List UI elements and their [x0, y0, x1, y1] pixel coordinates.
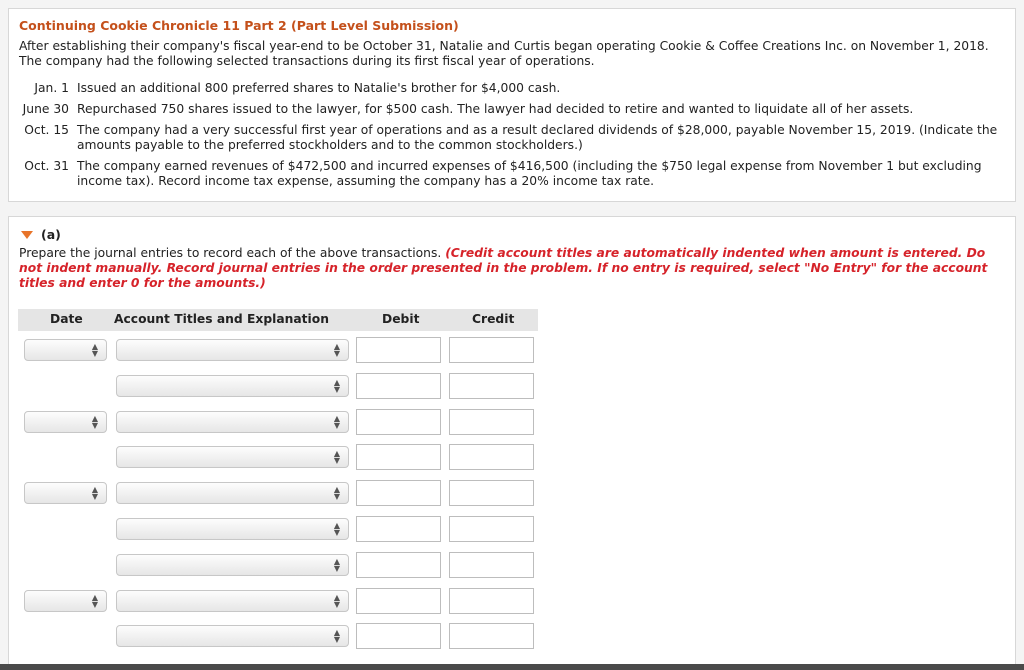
transaction-row [19, 159, 1005, 189]
date-select[interactable] [24, 482, 107, 504]
transaction-list [19, 81, 1005, 189]
journal-row [0, 337, 1024, 365]
up-down-arrows-icon: ▲ ▼ [333, 449, 340, 466]
debit-input[interactable] [356, 588, 441, 614]
transaction-row [19, 102, 1005, 117]
journal-row [0, 623, 1024, 651]
up-down-arrows-icon: ▲ ▼ [333, 342, 340, 358]
credit-input[interactable] [449, 444, 534, 470]
account-select[interactable] [116, 590, 349, 612]
up-down-arrows-icon: ▲ ▼ [333, 377, 340, 394]
account-select[interactable] [116, 339, 349, 361]
date-select[interactable] [24, 411, 107, 433]
debit-input[interactable] [356, 409, 441, 435]
column-account: Account Titles and Explanation [114, 312, 329, 326]
account-select[interactable] [116, 518, 349, 540]
journal-row [0, 373, 1024, 401]
credit-input[interactable] [449, 373, 534, 399]
part-a-label: (a) [41, 227, 61, 242]
credit-input[interactable] [449, 337, 534, 363]
instruction-text: Prepare the journal entries to record each of the above transactions. [19, 246, 442, 260]
transaction-date: June 30 [22, 102, 69, 116]
journal-row [0, 516, 1024, 544]
problem-intro: After establishing their company's fiscal year-end to be October 31, Natalie and Curtis began operating Cookie & Coffee Creations Inc. on November 1, 2018. The company had the following selected transactions during its first fiscal year of operations. [19, 39, 989, 68]
journal-row [0, 552, 1024, 580]
account-select[interactable] [116, 446, 349, 468]
up-down-arrows-icon: ▲ ▼ [91, 342, 98, 358]
debit-input[interactable] [356, 337, 441, 363]
journal-row [0, 480, 1024, 508]
part-a-instructions [19, 246, 1005, 291]
credit-input[interactable] [449, 588, 534, 614]
transaction-text: The company earned revenues of $472,500 and incurred expenses of $416,500 (including the $750 legal expense from November 1 but excluding income tax). Record income tax expense, assuming the company has a 20% income tax rate. [77, 159, 982, 188]
account-select[interactable] [116, 482, 349, 504]
date-select[interactable] [24, 590, 107, 612]
up-down-arrows-icon: ▲ ▼ [91, 413, 98, 430]
instruction-note: (Credit account titles are automatically indented when amount is entered. Do not indent manually. Record journal entries in the order presented in the problem. If no entry is required, select "No Entry" for the account titles and enter 0 for the amounts.) [19, 246, 988, 290]
account-select[interactable] [116, 411, 349, 433]
debit-input[interactable] [356, 480, 441, 506]
debit-input[interactable] [356, 552, 441, 578]
window-bottom-edge [0, 664, 1024, 670]
journal-row [0, 444, 1024, 472]
up-down-arrows-icon: ▲ ▼ [333, 556, 340, 573]
up-down-arrows-icon: ▲ ▼ [333, 592, 340, 609]
transaction-date: Oct. 15 [24, 123, 69, 137]
column-credit: Credit [472, 312, 515, 326]
up-down-arrows-icon: ▲ ▼ [91, 485, 98, 502]
debit-input[interactable] [356, 623, 441, 649]
column-date: Date [50, 312, 83, 326]
problem-panel [8, 8, 1016, 202]
transaction-date: Oct. 31 [24, 159, 69, 173]
debit-input[interactable] [356, 373, 441, 399]
up-down-arrows-icon: ▲ ▼ [333, 485, 340, 502]
account-select[interactable] [116, 375, 349, 397]
transaction-text: Repurchased 750 shares issued to the lawyer, for $500 cash. The lawyer had decided to retire and wanted to liquidate all of her assets. [77, 102, 914, 116]
up-down-arrows-icon: ▲ ▼ [333, 413, 340, 430]
up-down-arrows-icon: ▲ ▼ [333, 521, 340, 537]
journal-row [0, 409, 1024, 437]
transaction-row [19, 123, 1005, 153]
journal-row [0, 588, 1024, 616]
credit-input[interactable] [449, 409, 534, 435]
up-down-arrows-icon: ▲ ▼ [91, 592, 98, 609]
part-a-toggle[interactable] [19, 227, 1005, 242]
debit-input[interactable] [356, 444, 441, 470]
transaction-date: Jan. 1 [34, 81, 69, 95]
debit-input[interactable] [356, 516, 441, 542]
caret-down-icon [21, 231, 33, 239]
account-select[interactable] [116, 625, 349, 647]
date-select[interactable] [24, 339, 107, 361]
transaction-text: The company had a very successful first year of operations and as a result declared dividends of $28,000, payable November 15, 2019. (Indicate the amounts payable to the preferred stockholders and to the common stockholders.) [77, 123, 998, 152]
account-select[interactable] [116, 554, 349, 576]
credit-input[interactable] [449, 480, 534, 506]
column-debit: Debit [382, 312, 420, 326]
transaction-row [19, 81, 1005, 96]
problem-title: Continuing Cookie Chronicle 11 Part 2 (Part Level Submission) [19, 18, 459, 33]
transaction-text: Issued an additional 800 preferred shares to Natalie's brother for $4,000 cash. [77, 81, 561, 95]
journal-table-header [18, 309, 538, 331]
credit-input[interactable] [449, 552, 534, 578]
credit-input[interactable] [449, 623, 534, 649]
credit-input[interactable] [449, 516, 534, 542]
up-down-arrows-icon: ▲ ▼ [333, 628, 340, 645]
